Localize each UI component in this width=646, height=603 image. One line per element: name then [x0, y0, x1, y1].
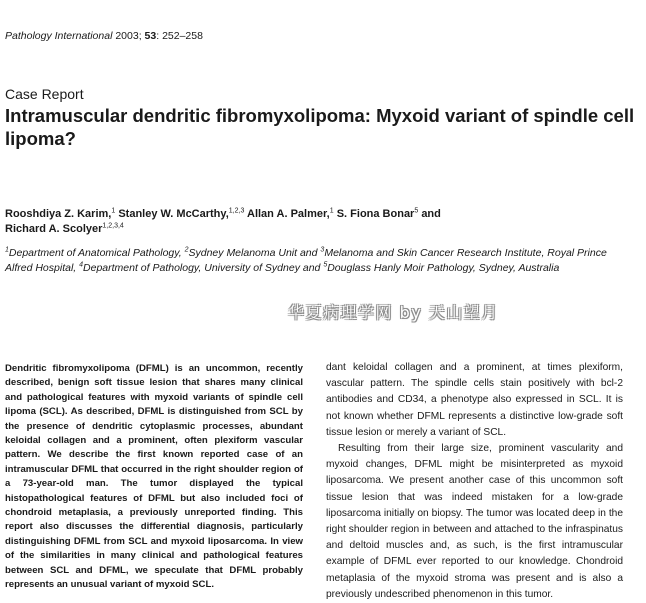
- affiliation-mark: 2: [184, 246, 189, 254]
- article-type-label: Case Report: [5, 86, 84, 102]
- author-affiliation-mark: 1: [111, 207, 116, 215]
- affiliation-text: Department of Pathology, University of Sydney and: [83, 262, 321, 274]
- body-paragraph: Resulting from their large size, prominent vascularity and myxoid changes, DFML might be misinterpreted as myxoid liposarcoma. We present another case of this uncommon soft tissue lesion that was indeed mistaken for a low-grade liposarcoma initially on biopsy. The tumor was located deep in the right shoulder region in between and attached to the infraspinatus and deltoid muscles and, as such, is the first intramuscular example of DFML ever reported to our knowledge. Chondroid metaplasia of the myxoid stroma was present and is also a previously undescribed phenomenon in this tumor.: [326, 443, 623, 600]
- affiliation-text: Department of Anatomical Pathology,: [8, 247, 182, 259]
- affiliation-text: Melanoma and Skin Cancer Research Institute, Royal Prince Alfred Hospital,: [5, 247, 607, 274]
- journal-volume: 53: [144, 30, 157, 42]
- author-affiliation-mark: 5: [414, 207, 419, 215]
- author-name: Allan A. Palmer,: [247, 208, 330, 220]
- affiliation-mark: 1: [5, 246, 9, 254]
- author-affiliation-mark: 1,2,3: [228, 207, 245, 215]
- body-column: [326, 360, 623, 603]
- journal-pages: : 252–258: [156, 30, 203, 42]
- author-name: Richard A. Scolyer: [5, 223, 103, 235]
- affiliation-text: Douglass Hanly Moir Pathology, Sydney, Australia: [327, 262, 560, 274]
- journal-year: 2003;: [115, 30, 142, 42]
- journal-name: Pathology International: [5, 30, 113, 42]
- abstract: Dendritic fibromyxolipoma (DFML) is an uncommon, recently described, benign soft tissue lesion that shares many clinical and pathological features with myxoid variants of spindle cell lipoma (SCL). As described, DFML is distinguished from SCL by the presence of dendritic cytoplasmic processes, abundant keloidal collagen and a prominent, often plexiform vascular pattern. We describe the first known reported case of an intramuscular DFML that occurred in the right shoulder region of a 73-year-old man. The tumor displayed the typical histopathological features of DFML but also included foci of chondroid metaplasia, a previously unreported finding. This report also discusses the differential diagnosis, particularly distinguishing DFML from SCL and myxoid liposarcoma. In view of the similarities in many clinical and pathological features between SCL and DFML, we speculate that DFML probably represents an unusual variant of myxoid SCL.: [5, 363, 303, 591]
- author-conjunction: and: [421, 208, 441, 220]
- article-title: Intramuscular dendritic fibromyxolipoma: Myxoid variant of spindle cell lipoma?: [5, 105, 635, 149]
- author-name: Rooshdiya Z. Karim,: [5, 208, 112, 220]
- affiliations: [5, 246, 635, 276]
- journal-citation: [5, 30, 203, 42]
- site-watermark: 华夏病理学网 by 天山望月: [288, 303, 499, 322]
- affiliation-mark: 5: [323, 261, 328, 269]
- author-name: Stanley W. McCarthy,: [118, 208, 229, 220]
- author-affiliation-mark: 1: [329, 207, 334, 215]
- author-affiliation-mark: 1,2,3,4: [102, 222, 124, 230]
- affiliation-mark: 3: [320, 246, 325, 254]
- author-name: S. Fiona Bonar: [336, 208, 415, 220]
- body-paragraph: dant keloidal collagen and a prominent, at times plexiform, vascular pattern. The spindle cells stain positively with bcl-2 antibodies and CD34, a phenotype also expressed in SCL. It is not known whether DFML represents a distinctive low-grade soft tissue lesion or merely a variant of SCL.: [326, 362, 623, 438]
- author-list: [5, 207, 635, 237]
- affiliation-mark: 4: [79, 261, 84, 269]
- affiliation-text: Sydney Melanoma Unit and: [188, 247, 318, 259]
